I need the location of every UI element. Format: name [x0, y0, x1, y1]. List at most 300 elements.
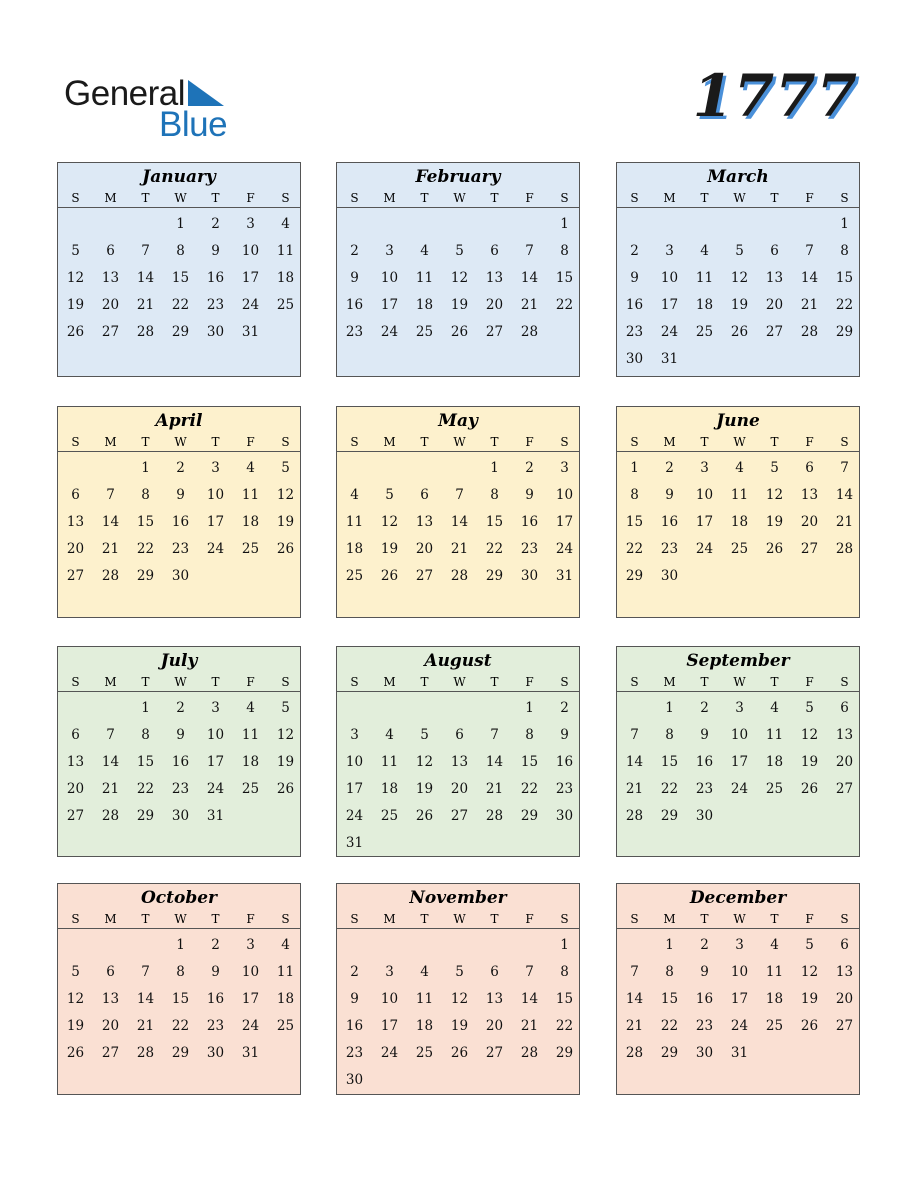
weekday-header: [617, 673, 859, 692]
day-cell: 29: [171, 1045, 190, 1061]
day-cell: 13: [66, 514, 85, 530]
day-cell: 12: [800, 964, 819, 980]
day-cell: 13: [450, 754, 469, 770]
day-cell: 15: [485, 514, 504, 530]
day-cell: 24: [380, 1045, 399, 1061]
day-cell: 19: [450, 1018, 469, 1034]
day-cell: 3: [735, 700, 744, 716]
day-cell: 26: [380, 568, 399, 584]
weekday-label: T: [211, 191, 220, 205]
day-cell: 27: [835, 1018, 854, 1034]
day-cell: 12: [765, 487, 784, 503]
day-cell: 31: [555, 568, 574, 584]
day-cell: 10: [660, 270, 679, 286]
day-cell: 25: [345, 568, 364, 584]
day-cell: 5: [281, 700, 290, 716]
weekday-label: S: [350, 435, 359, 449]
day-cell: 14: [485, 754, 504, 770]
day-cell: 3: [385, 243, 394, 259]
empty-cell: [58, 695, 93, 722]
day-grid: [58, 208, 300, 346]
weekday-label: T: [490, 675, 499, 689]
day-cell: 23: [206, 297, 225, 313]
day-cell: 23: [555, 781, 574, 797]
month-title: May: [438, 411, 478, 431]
day-cell: 5: [71, 243, 80, 259]
month-title: June: [716, 411, 760, 431]
day-cell: 18: [276, 991, 295, 1007]
day-cell: 20: [101, 297, 120, 313]
day-cell: 20: [800, 514, 819, 530]
day-cell: 17: [380, 297, 399, 313]
day-cell: 16: [695, 991, 714, 1007]
day-cell: 12: [66, 991, 85, 1007]
day-cell: 31: [241, 324, 260, 340]
day-cell: 29: [555, 1045, 574, 1061]
day-cell: 8: [665, 964, 674, 980]
day-cell: 20: [66, 541, 85, 557]
month-title: April: [155, 411, 203, 431]
day-cell: 7: [630, 727, 639, 743]
day-grid: [337, 692, 579, 857]
day-cell: 14: [625, 991, 644, 1007]
day-cell: 21: [625, 1018, 644, 1034]
day-cell: 8: [560, 243, 569, 259]
weekday-label: F: [246, 435, 255, 449]
day-cell: 15: [835, 270, 854, 286]
day-cell: 25: [415, 324, 434, 340]
day-cell: 17: [730, 991, 749, 1007]
weekday-label: F: [805, 435, 814, 449]
day-cell: 15: [555, 991, 574, 1007]
day-cell: 13: [485, 270, 504, 286]
weekday-label: F: [525, 912, 534, 926]
day-cell: 16: [206, 991, 225, 1007]
weekday-label: S: [71, 912, 80, 926]
day-cell: 26: [276, 781, 295, 797]
weekday-label: W: [733, 435, 746, 449]
month-title: August: [424, 651, 492, 671]
day-cell: 2: [665, 460, 674, 476]
weekday-label: M: [104, 675, 117, 689]
day-cell: 8: [630, 487, 639, 503]
day-cell: 22: [520, 781, 539, 797]
day-cell: 6: [106, 243, 115, 259]
day-cell: 7: [525, 964, 534, 980]
day-cell: 29: [136, 808, 155, 824]
day-cell: 16: [206, 270, 225, 286]
empty-cell: [442, 695, 477, 722]
month-title: November: [409, 888, 507, 908]
day-cell: 1: [665, 700, 674, 716]
day-cell: 8: [176, 964, 185, 980]
day-cell: 7: [141, 243, 150, 259]
day-cell: 4: [246, 460, 255, 476]
day-cell: 26: [66, 1045, 85, 1061]
day-grid: [58, 452, 300, 590]
day-cell: 15: [171, 991, 190, 1007]
weekday-label: W: [174, 912, 187, 926]
day-cell: 17: [555, 514, 574, 530]
day-cell: 10: [695, 487, 714, 503]
day-cell: 8: [141, 487, 150, 503]
weekday-label: F: [525, 675, 534, 689]
day-cell: 25: [241, 781, 260, 797]
day-cell: 12: [415, 754, 434, 770]
day-grid: [617, 208, 859, 373]
day-cell: 2: [211, 216, 220, 232]
day-cell: 28: [101, 568, 120, 584]
weekday-label: T: [420, 435, 429, 449]
empty-cell: [687, 211, 722, 238]
day-cell: 2: [700, 937, 709, 953]
weekday-label: S: [71, 675, 80, 689]
empty-cell: [442, 455, 477, 482]
weekday-label: T: [700, 912, 709, 926]
weekday-label: M: [663, 912, 676, 926]
day-cell: 16: [345, 1018, 364, 1034]
day-cell: 9: [700, 964, 709, 980]
day-cell: 25: [730, 541, 749, 557]
weekday-label: M: [104, 912, 117, 926]
day-cell: 5: [805, 700, 814, 716]
day-cell: 10: [380, 991, 399, 1007]
day-cell: 13: [101, 991, 120, 1007]
day-cell: 21: [520, 297, 539, 313]
empty-cell: [337, 455, 372, 482]
day-cell: 13: [835, 727, 854, 743]
day-cell: 21: [136, 1018, 155, 1034]
day-cell: 30: [695, 1045, 714, 1061]
empty-cell: [792, 211, 827, 238]
weekday-label: S: [281, 435, 290, 449]
day-cell: 14: [800, 270, 819, 286]
weekday-label: T: [141, 191, 150, 205]
day-cell: 3: [385, 964, 394, 980]
day-cell: 7: [106, 487, 115, 503]
day-cell: 4: [281, 216, 290, 232]
weekday-label: M: [383, 191, 396, 205]
weekday-label: S: [350, 191, 359, 205]
day-cell: 9: [176, 487, 185, 503]
weekday-label: S: [281, 675, 290, 689]
day-grid: [337, 929, 579, 1094]
weekday-label: S: [840, 191, 849, 205]
day-cell: 25: [276, 1018, 295, 1034]
day-cell: 14: [520, 270, 539, 286]
day-cell: 28: [450, 568, 469, 584]
empty-cell: [372, 211, 407, 238]
empty-cell: [407, 455, 442, 482]
weekday-label: F: [246, 912, 255, 926]
day-cell: 5: [420, 727, 429, 743]
day-cell: 22: [555, 297, 574, 313]
day-cell: 30: [206, 324, 225, 340]
day-cell: 21: [450, 541, 469, 557]
day-cell: 3: [735, 937, 744, 953]
day-cell: 15: [555, 270, 574, 286]
brand-line2: Blue: [159, 105, 228, 144]
day-cell: 22: [625, 541, 644, 557]
empty-cell: [372, 695, 407, 722]
month-march: [616, 162, 860, 377]
day-cell: 24: [660, 324, 679, 340]
day-cell: 22: [555, 1018, 574, 1034]
empty-cell: [93, 455, 128, 482]
day-cell: 19: [765, 514, 784, 530]
month-title: February: [415, 167, 501, 187]
empty-cell: [617, 932, 652, 959]
day-cell: 28: [835, 541, 854, 557]
day-cell: 10: [380, 270, 399, 286]
day-cell: 1: [840, 216, 849, 232]
month-december: [616, 883, 860, 1095]
day-cell: 26: [730, 324, 749, 340]
empty-cell: [58, 932, 93, 959]
day-cell: 15: [625, 514, 644, 530]
day-cell: 16: [695, 754, 714, 770]
day-cell: 2: [630, 243, 639, 259]
month-title: December: [689, 888, 787, 908]
day-cell: 22: [660, 1018, 679, 1034]
day-cell: 1: [176, 216, 185, 232]
weekday-label: M: [663, 675, 676, 689]
day-cell: 11: [276, 243, 295, 259]
day-cell: 30: [171, 808, 190, 824]
day-cell: 24: [241, 1018, 260, 1034]
day-cell: 17: [345, 781, 364, 797]
day-cell: 17: [695, 514, 714, 530]
day-cell: 18: [276, 270, 295, 286]
day-cell: 10: [206, 487, 225, 503]
day-cell: 19: [276, 514, 295, 530]
day-cell: 6: [420, 487, 429, 503]
day-cell: 7: [805, 243, 814, 259]
day-cell: 17: [660, 297, 679, 313]
month-june: [616, 406, 860, 618]
day-cell: 26: [765, 541, 784, 557]
empty-cell: [407, 211, 442, 238]
day-cell: 6: [840, 700, 849, 716]
day-cell: 30: [345, 1072, 364, 1088]
day-cell: 30: [625, 351, 644, 367]
weekday-label: W: [453, 435, 466, 449]
day-cell: 19: [276, 754, 295, 770]
day-cell: 21: [101, 541, 120, 557]
day-cell: 27: [800, 541, 819, 557]
empty-cell: [722, 211, 757, 238]
day-cell: 7: [141, 964, 150, 980]
day-cell: 22: [171, 297, 190, 313]
day-cell: 7: [840, 460, 849, 476]
day-cell: 18: [345, 541, 364, 557]
day-cell: 9: [176, 727, 185, 743]
day-cell: 29: [136, 568, 155, 584]
day-cell: 13: [765, 270, 784, 286]
day-cell: 4: [420, 243, 429, 259]
weekday-label: F: [805, 675, 814, 689]
day-cell: 23: [520, 541, 539, 557]
brand-line1: General: [64, 74, 186, 113]
day-cell: 9: [560, 727, 569, 743]
weekday-label: T: [490, 912, 499, 926]
day-cell: 1: [176, 937, 185, 953]
day-cell: 21: [101, 781, 120, 797]
weekday-label: T: [700, 435, 709, 449]
day-cell: 10: [730, 964, 749, 980]
day-cell: 3: [350, 727, 359, 743]
day-cell: 3: [560, 460, 569, 476]
weekday-label: S: [630, 435, 639, 449]
month-title: March: [707, 167, 769, 187]
weekday-label: T: [490, 435, 499, 449]
day-cell: 27: [101, 324, 120, 340]
day-cell: 11: [380, 754, 399, 770]
day-cell: 9: [211, 964, 220, 980]
weekday-header: [337, 433, 579, 452]
day-cell: 20: [66, 781, 85, 797]
weekday-label: S: [630, 191, 639, 205]
weekday-label: T: [141, 675, 150, 689]
weekday-label: T: [490, 191, 499, 205]
day-cell: 6: [770, 243, 779, 259]
day-cell: 8: [525, 727, 534, 743]
day-cell: 20: [415, 541, 434, 557]
day-cell: 13: [485, 991, 504, 1007]
day-cell: 24: [555, 541, 574, 557]
month-may: [336, 406, 580, 618]
day-cell: 20: [835, 991, 854, 1007]
day-cell: 11: [345, 514, 364, 530]
month-january: [57, 162, 301, 377]
day-cell: 26: [450, 324, 469, 340]
day-cell: 7: [490, 727, 499, 743]
day-cell: 2: [176, 700, 185, 716]
day-cell: 8: [840, 243, 849, 259]
empty-cell: [58, 211, 93, 238]
day-cell: 21: [485, 781, 504, 797]
day-cell: 20: [101, 1018, 120, 1034]
day-cell: 1: [141, 700, 150, 716]
empty-cell: [58, 455, 93, 482]
month-july: [57, 646, 301, 857]
day-cell: 1: [630, 460, 639, 476]
weekday-label: M: [104, 191, 117, 205]
weekday-label: S: [71, 435, 80, 449]
day-cell: 19: [415, 781, 434, 797]
empty-cell: [512, 211, 547, 238]
year-title: 1777: [692, 62, 858, 130]
weekday-label: W: [174, 435, 187, 449]
day-cell: 16: [171, 514, 190, 530]
day-cell: 26: [415, 808, 434, 824]
day-cell: 28: [485, 808, 504, 824]
day-cell: 28: [625, 1045, 644, 1061]
day-cell: 14: [625, 754, 644, 770]
day-cell: 3: [211, 700, 220, 716]
day-cell: 19: [66, 1018, 85, 1034]
weekday-label: S: [560, 675, 569, 689]
day-cell: 21: [625, 781, 644, 797]
day-cell: 25: [241, 541, 260, 557]
weekday-label: S: [281, 191, 290, 205]
day-grid: [337, 452, 579, 590]
day-cell: 11: [276, 964, 295, 980]
month-february: [336, 162, 580, 377]
month-august: [336, 646, 580, 857]
day-cell: 3: [700, 460, 709, 476]
day-cell: 18: [241, 514, 260, 530]
day-cell: 9: [700, 727, 709, 743]
day-cell: 20: [485, 1018, 504, 1034]
day-cell: 11: [415, 991, 434, 1007]
day-cell: 28: [520, 324, 539, 340]
empty-cell: [337, 932, 372, 959]
day-cell: 31: [345, 835, 364, 851]
weekday-label: S: [71, 191, 80, 205]
day-cell: 30: [520, 568, 539, 584]
day-cell: 16: [555, 754, 574, 770]
day-cell: 21: [835, 514, 854, 530]
weekday-label: W: [453, 912, 466, 926]
weekday-header: [58, 673, 300, 692]
empty-cell: [617, 695, 652, 722]
day-grid: [617, 692, 859, 830]
weekday-label: S: [560, 912, 569, 926]
empty-cell: [337, 211, 372, 238]
day-cell: 7: [455, 487, 464, 503]
weekday-label: T: [700, 191, 709, 205]
day-cell: 5: [735, 243, 744, 259]
day-cell: 28: [625, 808, 644, 824]
weekday-label: W: [174, 191, 187, 205]
day-cell: 24: [730, 1018, 749, 1034]
weekday-label: M: [383, 912, 396, 926]
day-cell: 30: [206, 1045, 225, 1061]
day-cell: 23: [345, 1045, 364, 1061]
weekday-label: S: [560, 435, 569, 449]
day-cell: 29: [625, 568, 644, 584]
day-cell: 8: [176, 243, 185, 259]
day-cell: 23: [171, 781, 190, 797]
day-cell: 1: [525, 700, 534, 716]
day-cell: 1: [665, 937, 674, 953]
month-title: September: [686, 651, 790, 671]
day-cell: 31: [206, 808, 225, 824]
day-cell: 6: [71, 487, 80, 503]
day-cell: 12: [450, 270, 469, 286]
day-cell: 12: [800, 727, 819, 743]
day-cell: 16: [171, 754, 190, 770]
day-cell: 27: [415, 568, 434, 584]
day-cell: 28: [520, 1045, 539, 1061]
day-cell: 18: [765, 991, 784, 1007]
weekday-header: [58, 433, 300, 452]
day-cell: 24: [345, 808, 364, 824]
day-cell: 14: [136, 991, 155, 1007]
empty-cell: [652, 211, 687, 238]
day-cell: 24: [730, 781, 749, 797]
day-cell: 4: [770, 700, 779, 716]
weekday-label: S: [630, 912, 639, 926]
day-cell: 28: [136, 1045, 155, 1061]
day-cell: 27: [765, 324, 784, 340]
weekday-label: F: [805, 191, 814, 205]
month-november: [336, 883, 580, 1095]
day-cell: 1: [490, 460, 499, 476]
day-cell: 11: [241, 487, 260, 503]
day-cell: 20: [485, 297, 504, 313]
